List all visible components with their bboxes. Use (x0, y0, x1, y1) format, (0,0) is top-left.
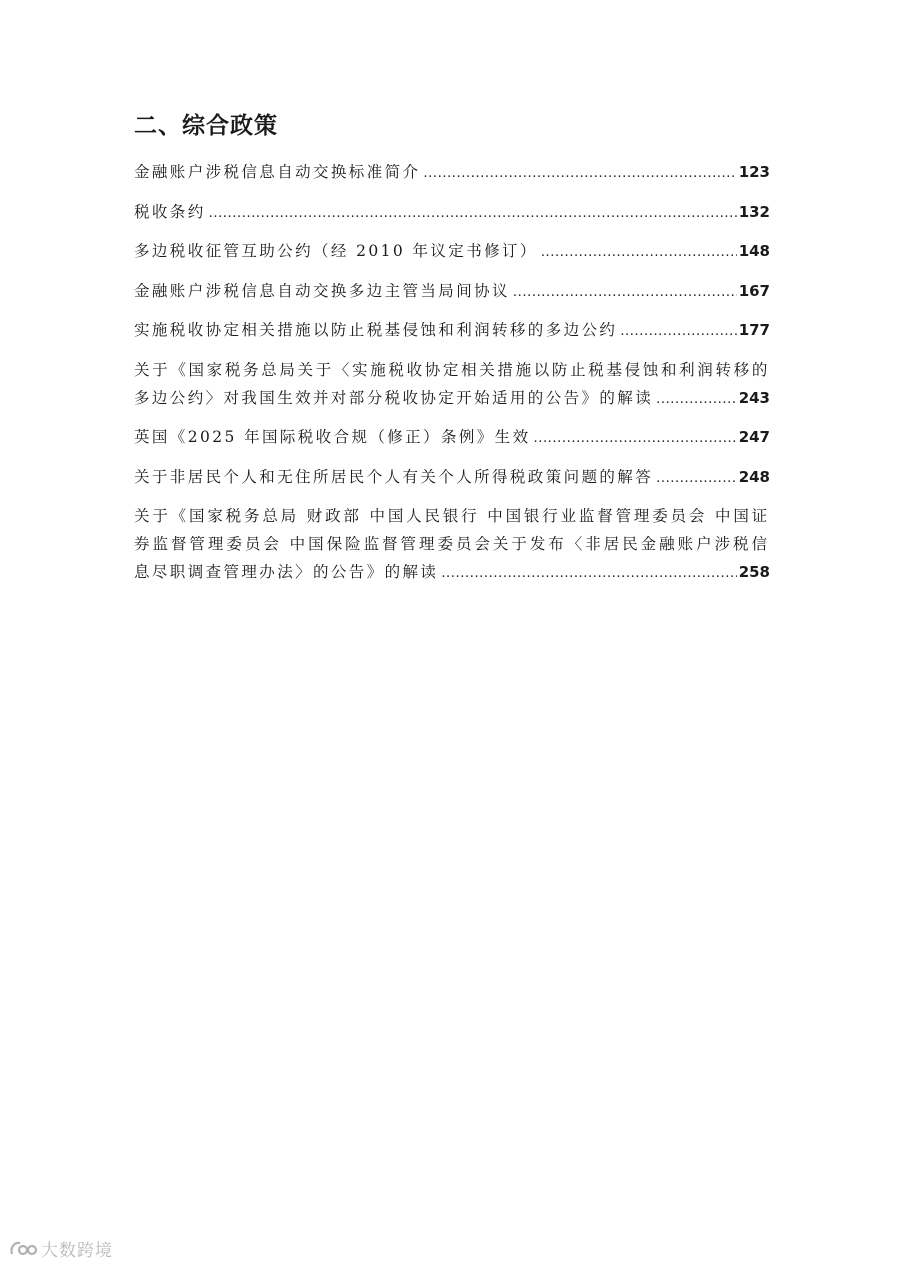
toc-page-number: 123 (738, 163, 770, 181)
toc-page-number: 247 (738, 428, 770, 446)
toc-entry[interactable] (134, 279, 770, 307)
toc-entry[interactable] (134, 318, 770, 346)
dot-leader (656, 471, 737, 486)
toc-entry-title: 券监督管理委员会 中国保险监督管理委员会关于发布〈非居民金融账户涉税信 (134, 535, 770, 553)
dot-leader (533, 431, 736, 446)
toc-entry-line (134, 239, 770, 267)
dot-leader (656, 392, 737, 407)
toc-entry-title: 实施税收协定相关措施以防止税基侵蚀和利润转移的多边公约 (134, 321, 618, 339)
toc-entry-title: 税收条约 (134, 202, 206, 221)
toc-entry-title: 金融账户涉税信息自动交换标准简介 (134, 163, 421, 181)
toc-entry-line (134, 160, 770, 188)
toc-entry-line (134, 386, 770, 414)
toc-entry[interactable] (134, 465, 770, 493)
watermark (8, 1236, 113, 1261)
toc-entry[interactable] (134, 239, 770, 267)
toc-entry-line (134, 358, 770, 386)
toc-entry-line (134, 465, 770, 493)
toc-page-number: 177 (738, 321, 770, 339)
brand-logo-icon (8, 1238, 38, 1260)
toc-entry-line (134, 560, 770, 588)
toc-entry-title: 息尽职调查管理办法〉的公告》的解读 (134, 563, 439, 581)
toc-entry[interactable] (134, 504, 770, 588)
toc-page-number: 132 (738, 202, 770, 221)
toc-page-number: 248 (738, 467, 770, 486)
toc-entry[interactable] (134, 358, 770, 414)
toc-entry-title: 金融账户涉税信息自动交换多边主管当局间协议 (134, 281, 510, 300)
dot-leader (209, 206, 737, 221)
toc-entry-title: 多边公约〉对我国生效并对部分税收协定开始适用的公告》的解读 (134, 388, 654, 407)
toc-page-number: 258 (738, 563, 770, 581)
toc-entry-line (134, 279, 770, 307)
toc-entry[interactable] (134, 200, 770, 228)
watermark-text: 大数跨境 (41, 1241, 113, 1261)
table-of-contents (134, 160, 770, 600)
toc-entry-line (134, 425, 770, 453)
dot-leader (441, 566, 736, 581)
toc-entry-title: 关于《国家税务总局关于〈实施税收协定相关措施以防止税基侵蚀和利润转移的 (134, 360, 770, 379)
dot-leader (620, 324, 736, 339)
toc-page-number: 243 (738, 388, 770, 407)
toc-entry[interactable] (134, 425, 770, 453)
section-title: 二、综合政策 (134, 113, 278, 139)
toc-entry-line (134, 532, 770, 560)
dot-leader (513, 285, 737, 300)
toc-entry-title: 关于非居民个人和无住所居民个人有关个人所得税政策问题的解答 (134, 467, 654, 486)
dot-leader (541, 245, 737, 260)
toc-page-number: 148 (738, 242, 770, 260)
toc-entry-title: 关于《国家税务总局 财政部 中国人民银行 中国银行业监督管理委员会 中国证 (134, 507, 770, 525)
toc-entry-line (134, 504, 770, 532)
toc-entry-line (134, 200, 770, 228)
toc-entry-title: 多边税收征管互助公约（经 2010 年议定书修订） (134, 242, 538, 260)
toc-page-number: 167 (738, 281, 770, 300)
dot-leader (423, 166, 736, 181)
toc-entry-line (134, 318, 770, 346)
toc-entry-title: 英国《2025 年国际税收合规（修正）条例》生效 (134, 428, 531, 446)
toc-entry[interactable] (134, 160, 770, 188)
